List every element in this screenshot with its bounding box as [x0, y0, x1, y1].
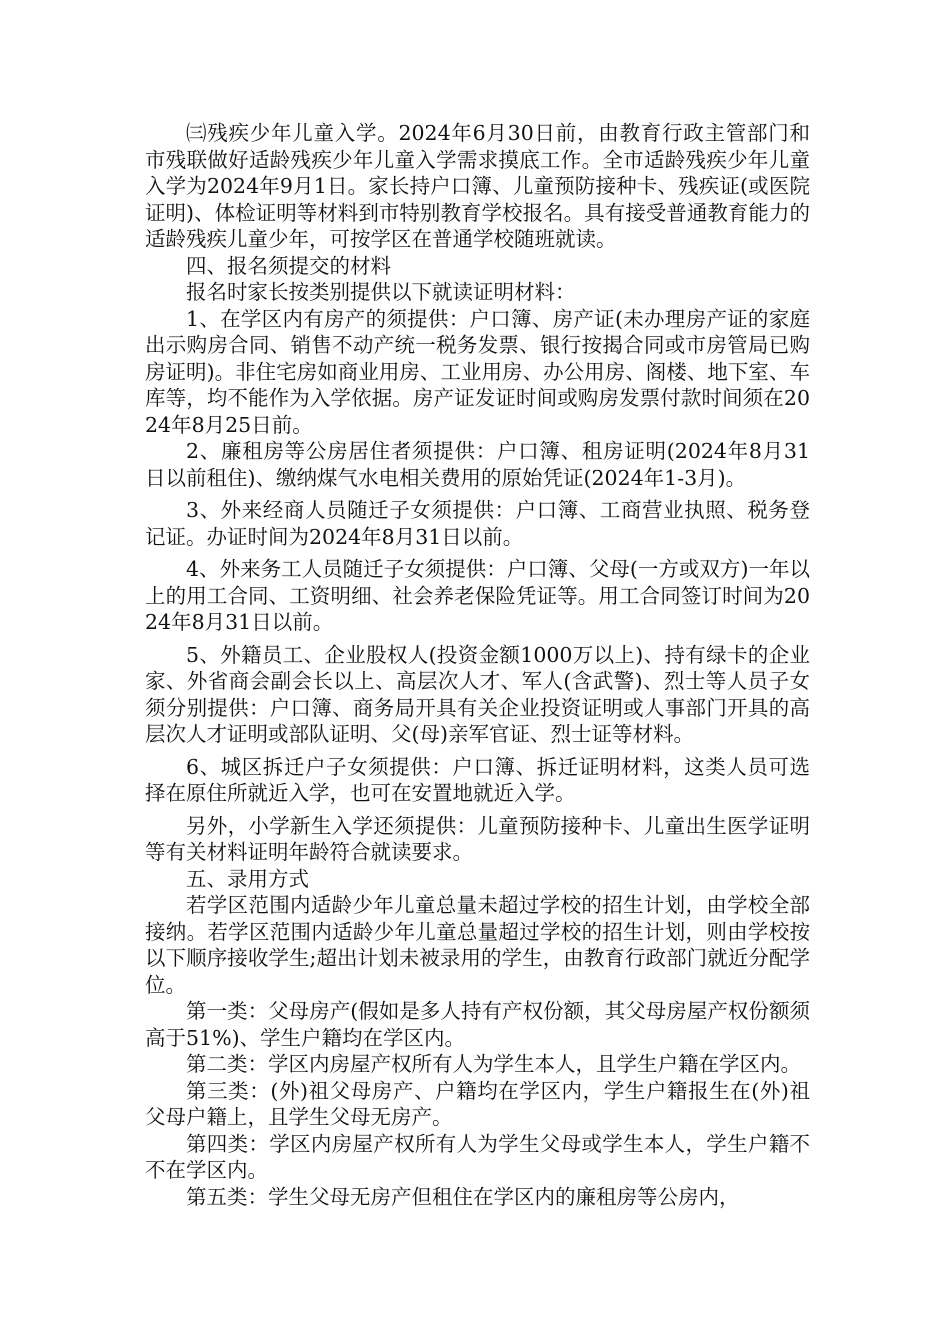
paragraph-item-5-special-groups: 5、外籍员工、企业股权人(投资金额1000万以上)、持有绿卡的企业家、外省商会副会长以上、高层次人才、军人(含武警)、烈士等人员子女须分别提供：户口簿、商务局开具有关企业投资证明或人事部门开具的高层次人才证明或部队证明、父(母)亲军官证、烈士证等材料。: [145, 642, 810, 746]
paragraph-item-2-public-housing: 2、廉租房等公房居住者须提供：户口簿、租房证明(2024年8月31日以前租住)、缴纳煤气水电相关费用的原始凭证(2024年1-3月)。: [145, 439, 810, 490]
paragraph-item-6-relocation: 6、城区拆迁户子女须提供：户口簿、拆迁证明材料，这类人员可选择在原住所就近入学，也可在安置地就近入学。: [145, 754, 810, 805]
section-heading-admission: 五、录用方式: [186, 866, 309, 891]
paragraph-additional-requirements: 另外，小学新生入学还须提供：儿童预防接种卡、儿童出生医学证明等有关材料证明年龄符合就读要求。: [145, 813, 810, 864]
paragraph-disabled-children-enrollment: ㈢残疾少年儿童入学。2024年6月30日前，由教育行政主管部门和市残联做好适龄残疾少年儿童入学需求摸底工作。全市适龄残疾少年儿童入学为2024年9月1日。家长持户口簿、儿童预防接种卡、残疾证(或医院证明)、体检证明等材料到市特别教育学校报名。具有接受普通教育能力的适龄残疾儿童少年，可按学区在普通学校随班就读。: [145, 121, 810, 251]
paragraph-category-4: 第四类：学区内房屋产权所有人为学生父母或学生本人，学生户籍不不在学区内。: [145, 1131, 810, 1182]
section-heading-materials: 四、报名须提交的材料: [186, 253, 391, 278]
paragraph-materials-intro: 报名时家长按类别提供以下就读证明材料：: [186, 280, 576, 304]
paragraph-category-3: 第三类：(外)祖父母房产、户籍均在学区内，学生户籍报生在(外)祖父母户籍上，且学生父母无房产。: [145, 1078, 810, 1129]
paragraph-item-3-merchants: 3、外来经商人员随迁子女须提供：户口簿、工商营业执照、税务登记证。办证时间为2024年8月31日以前。: [145, 498, 810, 549]
paragraph-category-1: 第一类：父母房产(假如是多人持有产权份额，其父母房屋产权份额须高于51%)、学生户籍均在学区内。: [145, 999, 810, 1050]
paragraph-item-4-migrant-workers: 4、外来务工人员随迁子女须提供：户口簿、父母(一方或双方)一年以上的用工合同、工资明细、社会养老保险凭证等。用工合同签订时间为2024年8月31日以前。: [145, 557, 810, 634]
paragraph-category-5: 第五类：学生父母无房产但租住在学区内的廉租房等公房内，: [186, 1184, 740, 1209]
paragraph-category-2: 第二类：学区内房屋产权所有人为学生本人，且学生户籍在学区内。: [186, 1052, 801, 1076]
paragraph-admission-rule: 若学区范围内适龄少年儿童总量未超过学校的招生计划，由学校全部接纳。若学区范围内适龄少年儿童总量超过学校的招生计划，则由学校按以下顺序接收学生;超出计划未被录用的学生，由教育行政部门就近分配学位。: [145, 893, 810, 997]
document-page: [145, 120, 810, 1210]
paragraph-item-1-property: 1、在学区内有房产的须提供：户口簿、房产证(未办理房产证的家庭出示购房合同、销售不动产统一税务发票、银行按揭合同或市房管局已购房证明)。非住宅房如商业用房、工业用房、办公用房、阁楼、地下室、车库等，均不能作为入学依据。房产证发证时间或购房发票付款时间须在2024年8月25日前。: [145, 306, 810, 437]
